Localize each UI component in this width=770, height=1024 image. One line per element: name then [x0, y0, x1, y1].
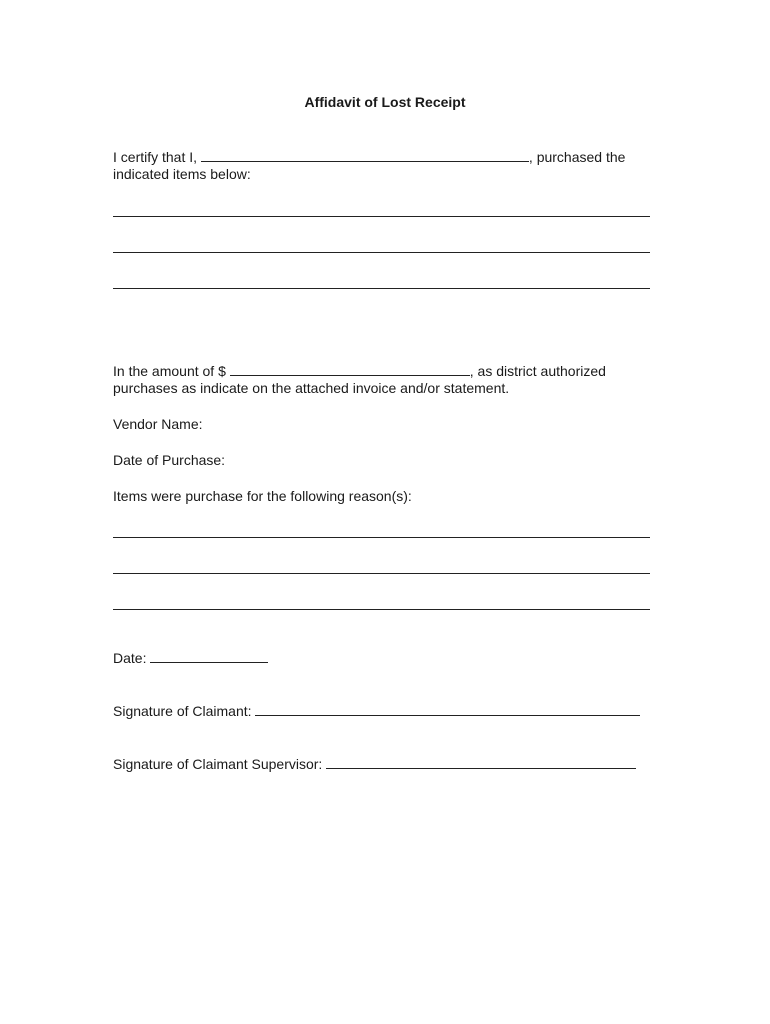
- date-row: [113, 649, 268, 667]
- date-field[interactable]: [150, 649, 268, 663]
- signature-supervisor-field[interactable]: [326, 755, 636, 769]
- amount-line-2: purchases as indicate on the attached invoice and/or statement.: [113, 380, 510, 396]
- certify-line-2: indicated items below:: [113, 166, 251, 182]
- amount-prefix: In the amount of $: [113, 363, 226, 379]
- signature-supervisor-label: Signature of Claimant Supervisor:: [113, 756, 323, 772]
- reason-line-2[interactable]: [113, 573, 650, 574]
- certify-suffix: , purchased the: [528, 149, 626, 165]
- reasons-label: Items were purchase for the following reason(s):: [113, 488, 412, 504]
- amount-suffix: , as district authorized: [469, 363, 606, 379]
- reason-line-3[interactable]: [113, 609, 650, 610]
- date-label: Date:: [113, 650, 147, 666]
- claimant-name-field[interactable]: [201, 148, 529, 162]
- signature-claimant-field[interactable]: [255, 702, 640, 716]
- items-line-1[interactable]: [113, 216, 650, 217]
- amount-line: [113, 362, 606, 380]
- date-of-purchase-label: Date of Purchase:: [113, 452, 226, 468]
- document-title: Affidavit of Lost Receipt: [304, 94, 466, 110]
- signature-claimant-row: [113, 702, 640, 720]
- signature-supervisor-row: [113, 755, 636, 773]
- certify-prefix: I certify that I,: [113, 149, 198, 165]
- vendor-name-label: Vendor Name:: [113, 416, 203, 432]
- items-line-2[interactable]: [113, 252, 650, 253]
- signature-claimant-label: Signature of Claimant:: [113, 703, 252, 719]
- certify-line: [113, 148, 625, 166]
- amount-field[interactable]: [230, 362, 470, 376]
- items-line-3[interactable]: [113, 288, 650, 289]
- reason-line-1[interactable]: [113, 537, 650, 538]
